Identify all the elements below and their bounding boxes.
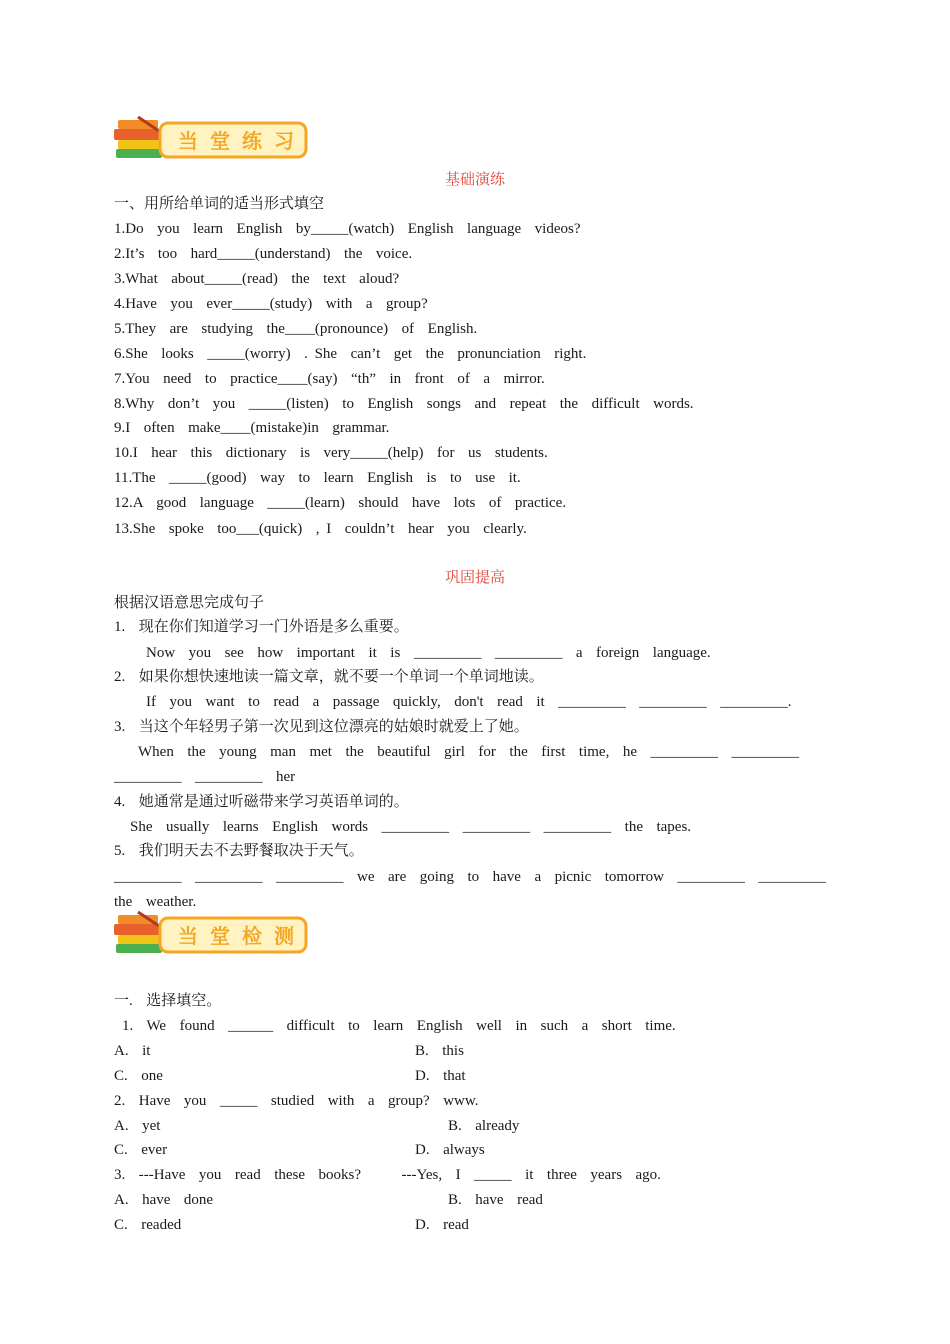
translation-sentence-1: Now you see how important it is _________ _________ a foreign language.: [146, 645, 711, 661]
banner1-char-3: 练: [242, 129, 262, 153]
banner2-char-1: 当: [178, 924, 198, 948]
translation-prompt-5: 5. 我们明天去不去野餐取决于天气。: [114, 843, 364, 859]
exercise-item-11: 11.The _____(good) way to learn English is to use it.: [114, 470, 521, 486]
banner1-char-1: 当: [178, 129, 198, 153]
q3-option-d: D. read: [415, 1217, 469, 1233]
exercise-item-6: 6.She looks _____(worry) . She can’t get the pronunciation right.: [114, 346, 587, 362]
exercise-item-4: 4.Have you ever_____(study) with a group?: [114, 296, 428, 312]
section3-title: 一. 选择填空。: [114, 993, 222, 1009]
translation-prompt-2: 2. 如果你想快速地读一篇文章，就不要一个单词一个单词地读。: [114, 669, 544, 685]
q1-option-b: B. this: [415, 1043, 464, 1059]
banner2-char-2: 堂: [210, 924, 230, 948]
q2-option-a: A. yet: [114, 1118, 161, 1134]
exercise-item-5: 5.They are studying the____(pronounce) of English.: [114, 321, 478, 337]
exercise-item-2: 2.It’s too hard_____(understand) the voice.: [114, 246, 413, 262]
translation-sentence-3: When the young man met the beautiful girl for the first time, he _________ _________: [138, 744, 799, 760]
exercise-item-13: 13.She spoke too___(quick) , I couldn’t hear you clearly.: [114, 521, 527, 537]
exercise-item-7: 7.You need to practice____(say) “th” in front of a mirror.: [114, 371, 545, 387]
exercise-item-12: 12.A good language _____(learn) should have lots of practice.: [114, 495, 567, 511]
exercise-item-3: 3.What about_____(read) the text aloud?: [114, 271, 400, 287]
translation-sentence-3-cont: _________ _________ her: [114, 769, 296, 785]
exercise-item-9: 9.I often make____(mistake)in grammar.: [114, 420, 390, 436]
question-3: 3. ---Have you read these books? ---Yes, I _____ it three years ago.: [114, 1167, 661, 1183]
q3-option-b: B. have read: [448, 1192, 543, 1208]
section1-instruction: 一、用所给单词的适当形式填空: [114, 196, 325, 212]
section2-heading: 巩固提高: [444, 570, 505, 586]
exercise-item-10: 10.I hear this dictionary is very_____(help) for us students.: [114, 445, 548, 461]
translation-prompt-4: 4. 她通常是通过听磁带来学习英语单词的。: [114, 794, 409, 810]
q2-option-c: C. ever: [114, 1142, 168, 1158]
q1-option-c: C. one: [114, 1068, 163, 1084]
banner-test: [112, 910, 312, 962]
translation-sentence-5: _________ _________ _________ we are going to have a picnic tomorrow _________ _________: [114, 869, 826, 885]
books-icon: [114, 117, 164, 158]
question-2: 2. Have you _____ studied with a group? www.: [114, 1093, 479, 1109]
q2-option-d: D. always: [415, 1142, 485, 1158]
section2-instruction: 根据汉语意思完成句子: [114, 595, 265, 611]
books-icon: [114, 912, 164, 953]
translation-prompt-1: 1. 现在你们知道学习一门外语是多么重要。: [114, 619, 409, 635]
banner1-char-4: 习: [274, 129, 294, 153]
translation-prompt-3: 3. 当这个年轻男子第一次见到这位漂亮的姑娘时就爱上了她。: [114, 719, 529, 735]
q3-option-c: C. readed: [114, 1217, 182, 1233]
section1-heading: 基础演练: [444, 172, 505, 188]
translation-sentence-5-cont: the weather.: [114, 894, 197, 910]
exercise-item-1: 1.Do you learn English by_____(watch) English language videos?: [114, 221, 581, 237]
q2-option-b: B. already: [448, 1118, 520, 1134]
q3-option-a: A. have done: [114, 1192, 214, 1208]
q1-option-d: D. that: [415, 1068, 466, 1084]
translation-sentence-2: If you want to read a passage quickly, don't read it _________ _________ _________.: [146, 694, 792, 710]
q1-option-a: A. it: [114, 1043, 151, 1059]
banner2-char-4: 测: [274, 924, 294, 948]
banner-practice: [112, 115, 312, 167]
banner2-char-3: 检: [242, 924, 262, 948]
translation-sentence-4: She usually learns English words _________ _________ _________ the tapes.: [130, 819, 692, 835]
question-1: 1. We found ______ difficult to learn English well in such a short time.: [122, 1018, 676, 1034]
exercise-item-8: 8.Why don’t you _____(listen) to English songs and repeat the difficult words.: [114, 396, 694, 412]
banner1-char-2: 堂: [210, 129, 230, 153]
